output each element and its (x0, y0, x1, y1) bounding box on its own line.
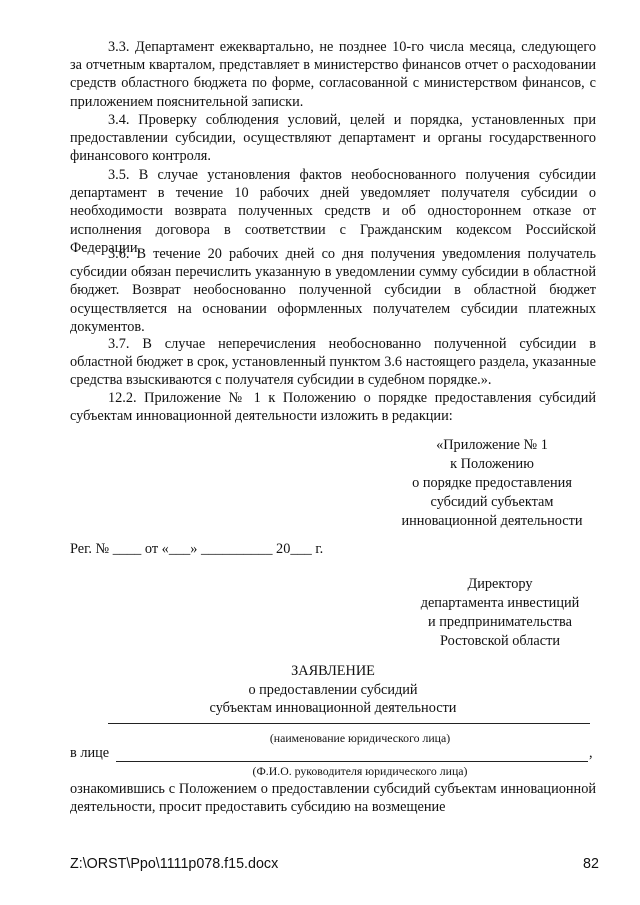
paragraph-3-3: 3.3. Департамент ежеквартально, не позднее 10-го числа месяца, следующего за отчетным кварталом, представляет в министерство финансов отчет о расходовании средств областного бюджета по форме, согласованной с министерством финансов, с приложением пояснительной записки. (70, 39, 596, 110)
statement-title: ЗАЯВЛЕНИЕ (291, 663, 375, 679)
in-person-label: в лице (70, 745, 110, 761)
director-line-comma: , (589, 745, 593, 761)
appendix-header (392, 436, 592, 531)
statement-subtitle-1: о предоставлении субсидий (248, 681, 418, 698)
addressee-line-4: Ростовской области (439, 633, 561, 649)
footer-page-number: 82 (583, 856, 599, 872)
addressee-line-2: департамента инвестиций (420, 595, 580, 611)
entity-caption: (наименование юридического лица) (269, 731, 451, 745)
appendix-line-1: «Приложение № 1 (436, 437, 548, 453)
addressee-line-3: и предпринимательства (428, 614, 572, 630)
paragraph-3-7: 3.7. В случае неперечисления необоснованно полученной субсидии в областной бюджет в срок, установленный пунктом 3.6 настоящего раздела, указанные средства взыскиваются с получателя субсидии в судебном порядке.». (70, 336, 596, 389)
paragraph-3-4: 3.4. Проверку соблюдения условий, целей и порядка, установленных при предоставлении субсидии, осуществляют департамент и органы государственного финансового контроля. (70, 112, 596, 165)
addressee-block (400, 575, 600, 651)
appendix-line-5: инновационной деятельности (401, 513, 583, 529)
appendix-line-3: о порядке предоставления (412, 475, 572, 491)
statement-body-text: ознакомившись с Положением о предоставлении субсидий субъектам инновационной деятельности, просит предоставить субсидию на возмещение (70, 781, 596, 816)
paragraph-3-6: 3.6. В течение 20 рабочих дней со дня получения уведомления получатель субсидии обязан перечислить указанную в уведомлении сумму субсидии в областной бюджет. Возврат необоснованно полученной субсидии в областной бюджет осуществляется на основании оформленных получателем субсидии платежных документов. (70, 246, 596, 335)
addressee-line-1: Директору (467, 576, 533, 592)
appendix-line-2: к Положению (450, 456, 534, 472)
director-name-line (116, 761, 588, 762)
paragraph-12-2: 12.2. Приложение № 1 к Положению о порядке предоставления субсидий субъектам инновационной деятельности изложить в редакции: (70, 390, 596, 425)
footer-file-path: Z:\ORST\Ppo\1111p078.f15.docx (70, 856, 279, 872)
director-caption: (Ф.И.О. руководителя юридического лица) (252, 764, 468, 778)
statement-subtitle-2: субъектам инновационной деятельности (209, 700, 457, 716)
appendix-line-4: субсидий субъектам (430, 494, 554, 510)
registration-line: Рег. № ____ от «___» __________ 20___ г. (70, 541, 324, 557)
paragraph-3-5: 3.5. В случае установления фактов необоснованного получения субсидии департамент в течение 10 рабочих дней уведомляет получателя субсидии о необходимости возврата полученных средств и об одностороннем отказе от исполнения договора в соответствии с Гражданским кодексом Российской Федерации. (70, 167, 596, 256)
entity-name-line (108, 723, 590, 724)
statement-heading (70, 662, 596, 718)
